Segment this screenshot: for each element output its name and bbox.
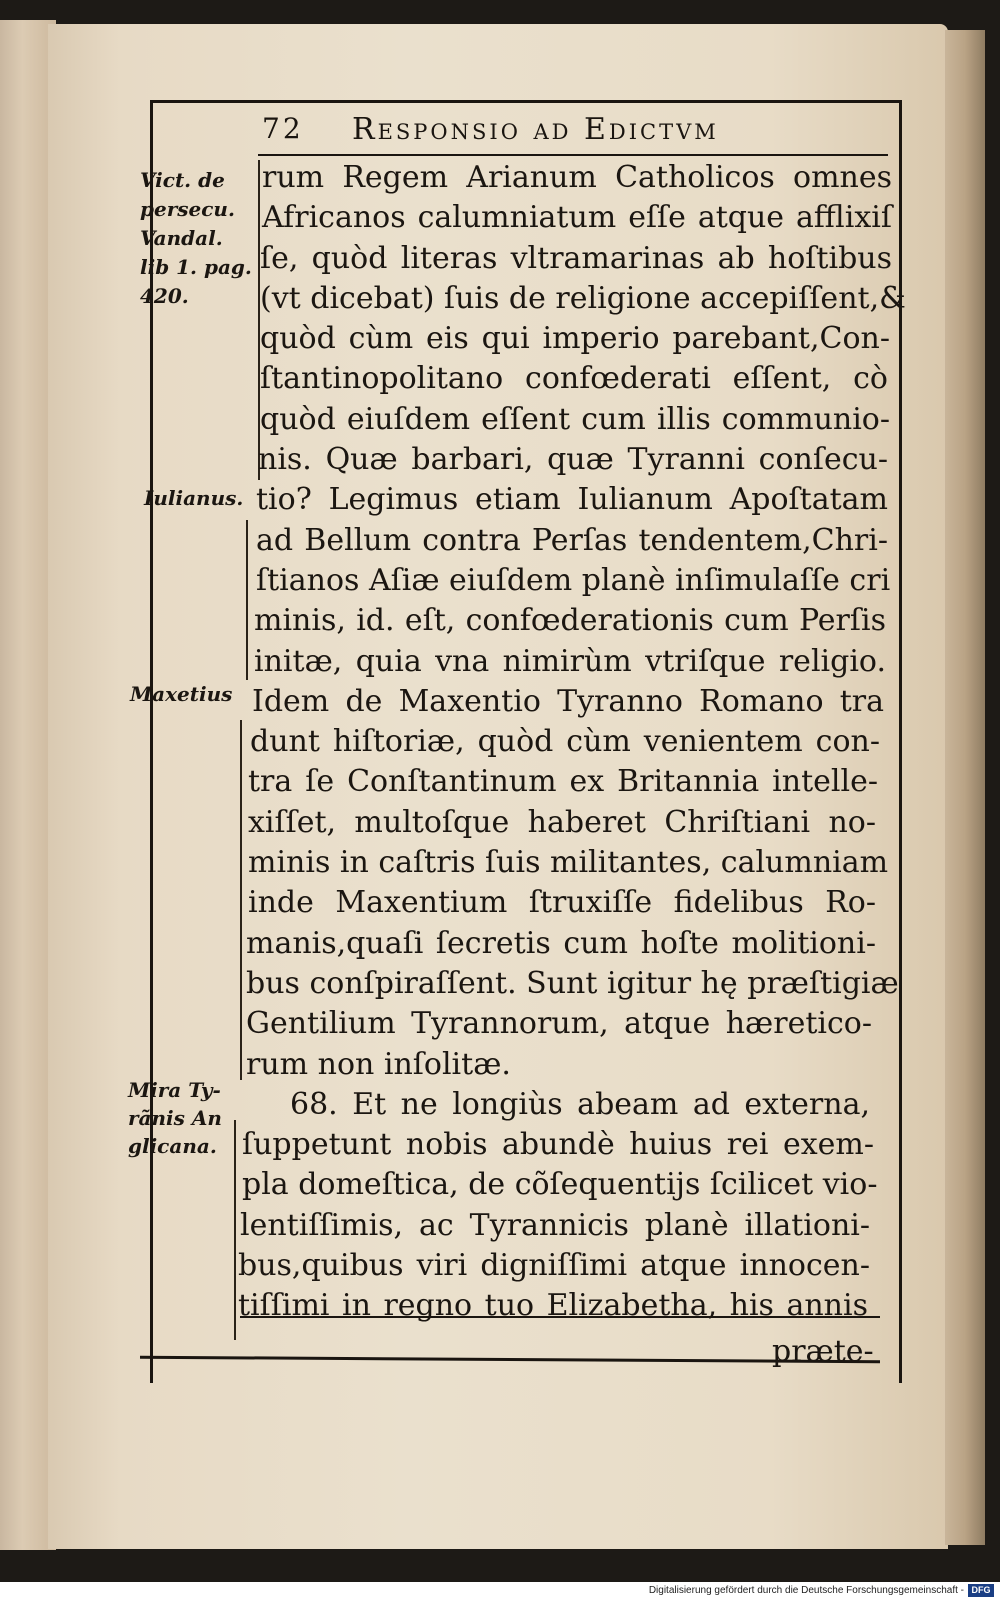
marginal-line: lib 1. pag.: [140, 255, 252, 279]
marginal-note-mira-tyrannis: [128, 1076, 222, 1160]
text-line: minis, id. eſt, confœderationis cum Perſis: [254, 603, 886, 639]
text-line: quòd eiuſdem eſſent cum illis communio-: [260, 401, 890, 437]
text-line: rum non inſolitæ.: [246, 1046, 511, 1082]
marginal-line: Vandal.: [140, 226, 223, 250]
text-line: rum Regem Arianum Catholicos omnes: [262, 160, 892, 195]
text-line: minis in caſtris ſuis militantes, calumniam: [248, 845, 889, 881]
text-line: xiſſet, multoſque haberet Chriſtiani no-: [248, 804, 876, 840]
text-line: tiſſimi in regno tuo Elizabetha, his annis: [238, 1288, 868, 1324]
marginal-line: rãnis An: [128, 1106, 222, 1130]
text-line: Gentilium Tyrannorum, atque hæretico-: [246, 1006, 872, 1042]
text-line: ſuppetunt nobis abundè huius rei exem-: [242, 1127, 874, 1163]
marginal-line: Maxetius: [130, 682, 233, 706]
marginal-note-maxentius: [130, 680, 232, 708]
marginal-line: persecu.: [140, 197, 235, 221]
running-title: Responsio ad Edictvm: [352, 112, 719, 147]
marginal-line: Vict. de: [140, 168, 225, 192]
text-line: tio? Legimus etiam Iulianum Apoſtatam: [256, 482, 888, 518]
marginal-line: Iulianus.: [144, 486, 244, 510]
margin-rule: [234, 1120, 236, 1340]
text-line: pla domeſtica, de cõſequentijs ſcilicet vio-: [242, 1167, 878, 1203]
text-line: Africanos calumniatum eſſe atque afflixiſ: [262, 200, 892, 236]
dfg-logo: DFG: [968, 1584, 994, 1597]
text-line: ſe, quòd literas vltramarinas ab hoſtibus: [260, 240, 892, 276]
text-line: bus,quibus viri digniſſimi atque innocen-: [238, 1248, 870, 1284]
right-page-edge: [945, 30, 985, 1545]
text-line: lentiſſimis, ac Tyrannicis planè illationi-: [240, 1207, 870, 1243]
text-line: quòd cùm eis qui imperio parebant,Con-: [260, 321, 890, 357]
catchword: præte-: [772, 1334, 874, 1369]
marginal-line: 420.: [140, 284, 189, 308]
page-header: [262, 108, 882, 152]
text-line: (vt dicebat) ſuis de religione accepiſſent,&: [260, 280, 906, 316]
marginal-note-julianus: [144, 484, 243, 512]
marginal-line: glicana.: [128, 1134, 217, 1158]
text-line: inde Maxentium ſtruxiſſe fidelibus Ro-: [248, 885, 876, 921]
text-line: 68. Et ne longiùs abeam ad externa,: [290, 1086, 870, 1122]
text-line: tra ſe Conſtantinum ex Britannia intelle-: [248, 764, 878, 800]
text-line: ſtianos Aſiæ eiuſdem planè inſimulaſſe cri: [256, 562, 891, 598]
header-rule: [258, 154, 888, 156]
footer-credit: Digitalisierung gefördert durch die Deutsche Forschungsgemeinschaft -: [648, 1585, 964, 1596]
body-text: [238, 158, 906, 1327]
text-line: ad Bellum contra Perſas tendentem,Chri-: [256, 522, 888, 558]
text-line: nis. Quæ barbari, quæ Tyranni conſecu-: [258, 442, 888, 478]
text-line: ſtantinopolitano confœderati eſſent, cò: [260, 361, 888, 397]
text-line: bus conſpiraſſent. Sunt igitur hę præſtigiæ: [246, 965, 899, 1001]
page-number: 72: [262, 112, 304, 145]
marginal-note-victor: [140, 166, 252, 311]
text-line: dunt hiſtoriæ, quòd cùm venientem con-: [250, 724, 880, 760]
text-line: initæ, quia vna nimirùm vtriſque religio.: [254, 643, 886, 679]
text-line: manis,quaſi ſecretis cum hoſte molitioni-: [246, 925, 876, 961]
marginal-line: Mira Ty-: [128, 1078, 221, 1102]
text-line: Idem de Maxentio Tyranno Romano tra: [252, 683, 884, 719]
